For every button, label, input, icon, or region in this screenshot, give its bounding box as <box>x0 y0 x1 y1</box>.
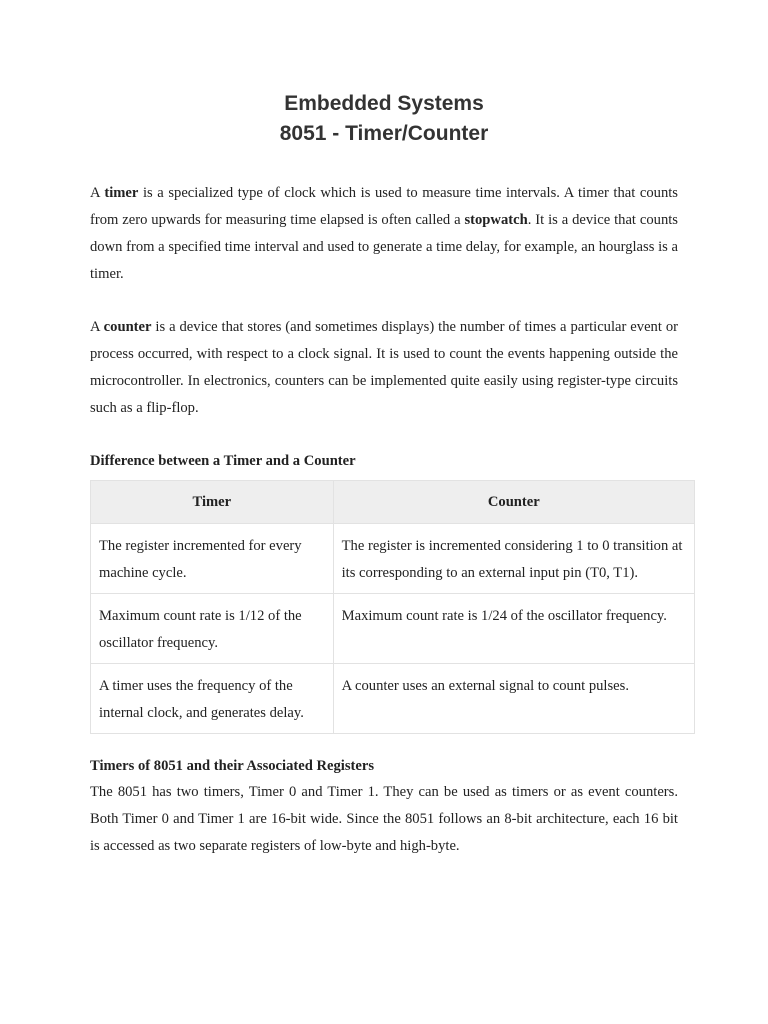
term-timer: timer <box>104 185 139 201</box>
column-header-timer: Timer <box>91 481 334 524</box>
text: . It is a device that counts down from a specified time interval and used to generate a time delay, for example, an hourglass is a timer. <box>90 212 678 282</box>
table-cell: A timer uses the frequency of the internal clock, and generates delay. <box>91 664 334 734</box>
term-counter: counter <box>103 319 152 335</box>
timer-counter-comparison-table <box>90 480 695 734</box>
timers-registers-paragraph: The 8051 has two timers, Timer 0 and Timer 1. They can be used as timers or as event counters. Both Timer 0 and Timer 1 are 16-bit wide. Since the 8051 follows an 8-bit architecture, each 16 bit is accessed as two separate registers of low-byte and high-byte. <box>90 784 678 854</box>
table-cell: The register incremented for every machine cycle. <box>91 524 334 594</box>
text: A <box>90 319 104 335</box>
section-heading-difference: Difference between a Timer and a Counter <box>90 453 356 469</box>
document-title: Embedded Systems <box>284 92 484 115</box>
table-cell: Maximum count rate is 1/24 of the oscillator frequency. <box>333 594 694 664</box>
term-stopwatch: stopwatch <box>464 212 528 228</box>
text: A <box>90 185 105 201</box>
table-row <box>91 524 695 594</box>
text: is a device that stores (and sometimes displays) the number of times a particular event or process occurred, with respect to a clock signal. It is used to count the events happening outside the microcontroller. In electronics, counters can be implemented quite easily using register-type circuits such as a flip-flop. <box>90 319 678 416</box>
table-row <box>91 664 695 734</box>
table-cell: Maximum count rate is 1/12 of the oscillator frequency. <box>91 594 334 664</box>
timer-definition-paragraph <box>90 180 678 288</box>
table-cell: A counter uses an external signal to count pulses. <box>333 664 694 734</box>
section-heading-timers-registers: Timers of 8051 and their Associated Registers <box>90 758 375 774</box>
table-cell: The register is incremented considering 1 to 0 transition at its corresponding to an external input pin (T0, T1). <box>333 524 694 594</box>
table-header-row <box>91 481 695 524</box>
text: is a specialized type of clock which is used to measure time intervals. A timer that counts from zero upwards for measuring time elapsed is often called a <box>90 185 678 228</box>
document-subtitle: 8051 - Timer/Counter <box>279 122 489 145</box>
column-header-counter: Counter <box>333 481 694 524</box>
table-row <box>91 594 695 664</box>
counter-definition-paragraph <box>90 314 678 422</box>
